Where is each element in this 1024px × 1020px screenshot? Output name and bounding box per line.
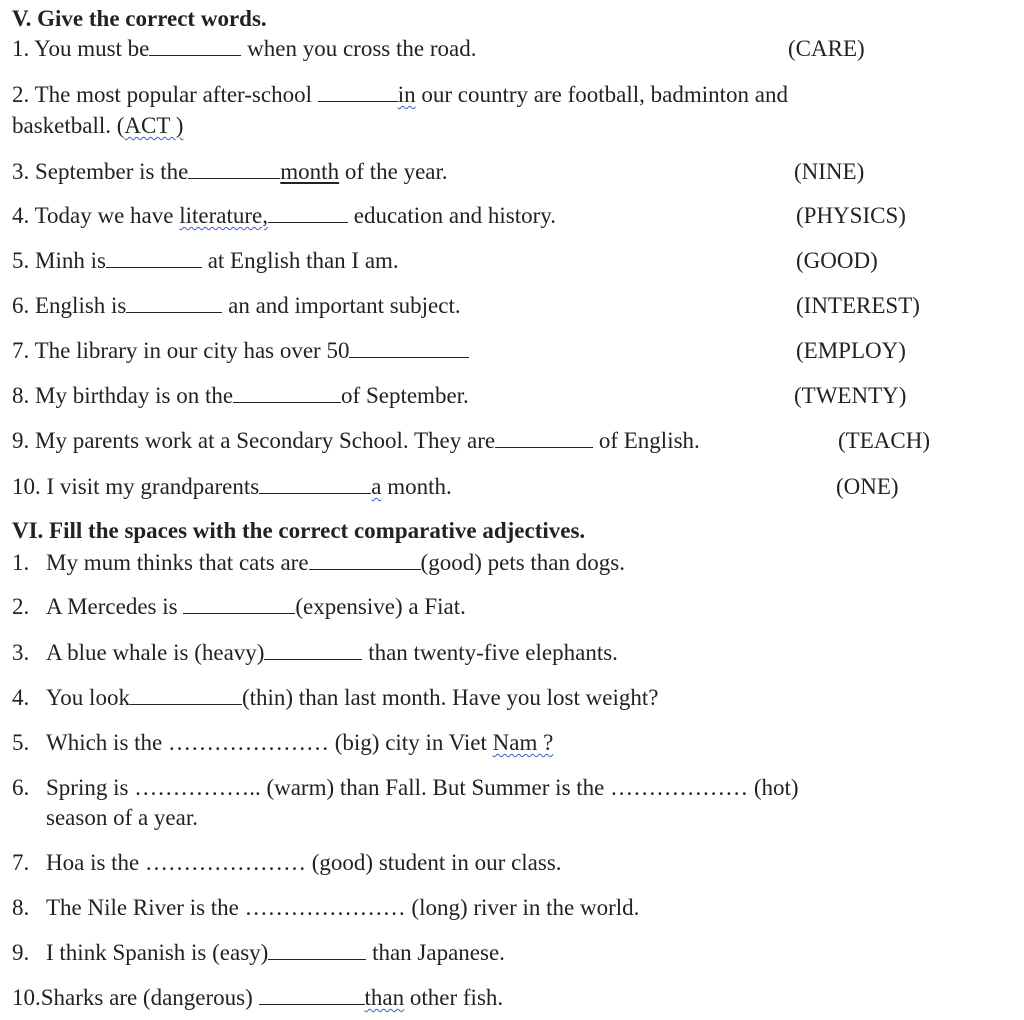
s6-question-7: 7. Hoa is the ………………… (good) student in our class. xyxy=(12,850,562,875)
answer-blank[interactable] xyxy=(264,641,362,660)
answer-blank[interactable] xyxy=(268,204,348,223)
s5-q7-word: (EMPLOY) xyxy=(796,338,906,363)
s5-question-10: 10. I visit my grandparents a month. xyxy=(12,474,452,499)
s5-q10-word: (ONE) xyxy=(836,474,899,499)
answer-dots[interactable]: ……………… xyxy=(610,775,749,800)
s6-question-8: 8. The Nile River is the ………………… (long) river in the world. xyxy=(12,895,640,920)
answer-blank[interactable] xyxy=(126,294,222,313)
s6-question-6: 6. Spring is …………….. (warm) than Fall. But Summer is the ……………… (hot) xyxy=(12,775,799,800)
s6-question-9: 9. I think Spanish is (easy) than Japanese. xyxy=(12,940,505,965)
answer-blank[interactable] xyxy=(318,83,398,102)
section-6-title: VI. Fill the spaces with the correct comparative adjectives. xyxy=(12,518,586,543)
answer-blank[interactable] xyxy=(106,249,202,268)
answer-dots[interactable]: ………………… xyxy=(168,730,329,755)
s5-question-3: 3. September is the month of the year. xyxy=(12,159,448,184)
s6-question-4: 4. You look (thin) than last month. Have you lost weight? xyxy=(12,685,659,710)
answer-blank[interactable] xyxy=(309,551,421,570)
s5-q5-word: (GOOD) xyxy=(796,248,878,273)
answer-blank[interactable] xyxy=(130,686,242,705)
answer-blank[interactable] xyxy=(233,384,341,403)
answer-blank[interactable] xyxy=(268,941,366,960)
s5-question-5: 5. Minh is at English than I am. xyxy=(12,248,399,273)
s6-question-6-cont: season of a year. xyxy=(46,805,198,830)
s5-q8-word: (TWENTY) xyxy=(794,383,907,408)
answer-blank[interactable] xyxy=(495,429,593,448)
s5-q4-word: (PHYSICS) xyxy=(796,203,906,228)
s5-q3-word: (NINE) xyxy=(794,159,865,184)
s5-question-9: 9. My parents work at a Secondary School. They are of English. xyxy=(12,428,700,453)
s5-question-2-cont: basketball. (ACT ) xyxy=(12,113,184,138)
s5-q9-word: (TEACH) xyxy=(838,428,930,453)
s6-question-5: 5. Which is the ………………… (big) city in Viet Nam ? xyxy=(12,730,554,755)
s5-question-8: 8. My birthday is on the of September. xyxy=(12,383,469,408)
s5-question-4: 4. Today we have literature, education and history. xyxy=(12,203,557,228)
answer-blank[interactable] xyxy=(349,339,469,358)
answer-blank[interactable] xyxy=(183,595,295,614)
answer-blank[interactable] xyxy=(149,37,241,56)
answer-dots[interactable]: ………………… xyxy=(244,895,406,920)
s5-q6-word: (INTEREST) xyxy=(796,293,920,318)
section-5-title: V. Give the correct words. xyxy=(12,6,267,31)
s6-question-1: 1. My mum thinks that cats are (good) pets than dogs. xyxy=(12,550,625,575)
s6-question-2: 2. A Mercedes is (expensive) a Fiat. xyxy=(12,594,466,619)
s6-question-3: 3. A blue whale is (heavy) than twenty-five elephants. xyxy=(12,640,618,665)
s6-question-10: 10.Sharks are (dangerous) than other fish. xyxy=(12,985,504,1010)
s5-question-2: 2. The most popular after-school in our country are football, badminton and xyxy=(12,82,788,107)
s5-question-6: 6. English is an and important subject. xyxy=(12,293,461,318)
answer-blank[interactable] xyxy=(259,986,365,1005)
s5-q1-word: (CARE) xyxy=(788,36,865,61)
s5-question-7: 7. The library in our city has over 50 xyxy=(12,337,469,365)
s5-question-1: 1. You must be when you cross the road. xyxy=(12,36,477,61)
answer-dots[interactable]: …………….. xyxy=(134,775,261,800)
answer-dots[interactable]: ………………… xyxy=(145,850,307,875)
answer-blank[interactable] xyxy=(188,160,280,179)
answer-blank[interactable] xyxy=(259,475,371,494)
